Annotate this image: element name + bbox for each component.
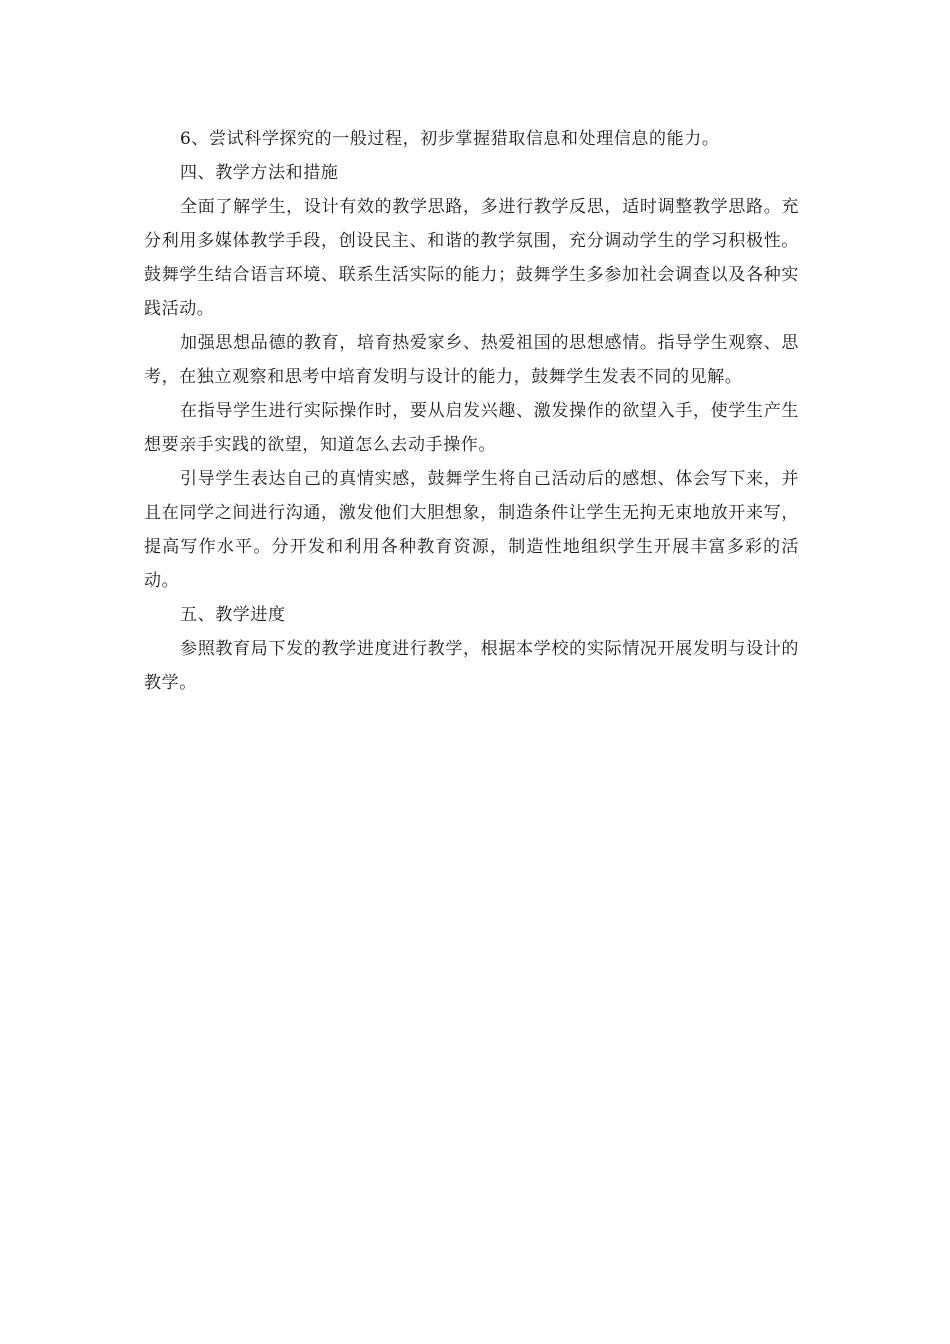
document-body (144, 122, 799, 700)
list-item-6: 6、尝试科学探究的一般过程，初步掌握猎取信息和处理信息的能力。 (180, 129, 720, 149)
paragraph-progress: 参照教育局下发的教学进度进行教学，根据本学校的实际情况开展发明与设计的教学。 (144, 639, 799, 693)
section-heading-progress: 五、教学进度 (180, 605, 286, 625)
paragraph-understand-students: 全面了解学生，设计有效的教学思路，多进行教学反思，适时调整教学思路。充分利用多媒体教学手段，创设民主、和谐的教学氛围，充分调动学生的学习积极性。鼓舞学生结合语言环境、联系生活实际的能力；鼓舞学生多参加社会调查以及各种实践活动。 (144, 197, 799, 319)
paragraph-expression: 引导学生表达自己的真情实感，鼓舞学生将自己活动后的感想、体会写下来，并且在同学之间进行沟通，激发他们大胆想象，制造条件让学生无拘无束地放开来写，提高写作水平。分开发和利用各种教育资源，制造性地组织学生开展丰富多彩的活动。 (144, 469, 799, 591)
paragraph-practical-operation: 在指导学生进行实际操作时，要从启发兴趣、激发操作的欲望入手，使学生产生想要亲手实践的欲望，知道怎么去动手操作。 (144, 401, 799, 455)
paragraph-moral-education: 加强思想品德的教育，培育热爱家乡、热爱祖国的思想感情。指导学生观察、思考，在独立观察和思考中培育发明与设计的能力，鼓舞学生发表不同的见解。 (144, 333, 799, 387)
section-heading-methods: 四、教学方法和措施 (180, 163, 339, 183)
